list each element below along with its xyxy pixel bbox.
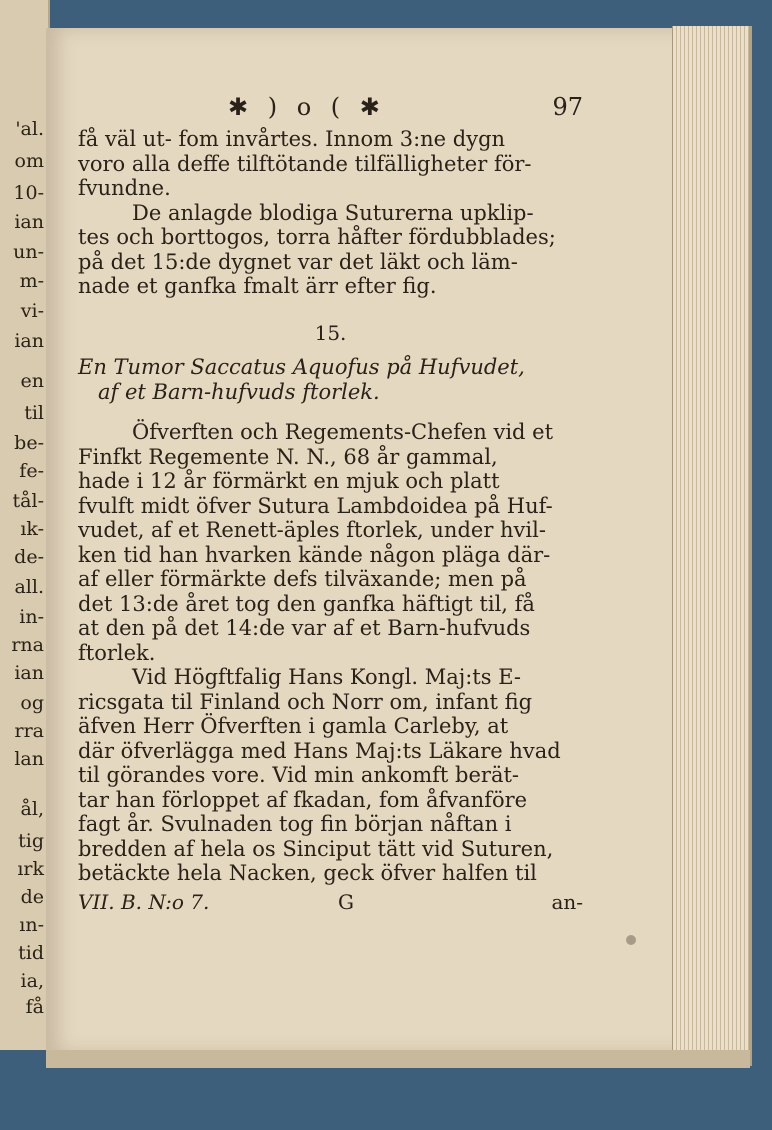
page-text [78,95,583,916]
page-bottom-edge [46,1050,750,1068]
left-page-text-fragment: ian [14,211,44,233]
signature-mark: G [338,889,354,914]
left-page-text-fragment: ian [14,662,44,684]
text-line: få väl ut- fom invårtes. Innom 3:ne dygn [78,127,506,151]
section-title-line: En Tumor Saccatus Aquofus på Hufvudet, [78,355,525,379]
text-line: tes och borttogos, torra håfter fördubblades; [78,225,556,249]
left-page-text-fragment: ian [14,330,44,352]
text-line: på det 15:de dygnet var det läkt och läm- [78,249,518,274]
paragraph [78,201,583,299]
text-line: bredden af hela os Sinciput tätt vid Suturen, [78,836,554,861]
text-line: betäckte hela Nacken, geck öfver halfen til [78,861,537,885]
left-page-text-fragment: de- [14,546,44,568]
left-page-text-fragment: ål, [20,798,44,820]
text-line: vudet, af et Renett-äples ftorlek, under hvil- [78,518,546,542]
left-page-text-fragment: de [20,886,44,908]
left-page-text-fragment: tig [18,830,44,852]
text-line: ftorlek. [78,640,156,665]
left-page-text-fragment: tid [18,942,44,964]
left-page-text-fragment: rna [11,634,44,656]
left-page-fragment [0,0,50,1050]
left-page-text-fragment: vi- [20,300,44,322]
header-ornament: ✱ ) o ( ✱ [228,93,386,121]
text-line: hade i 12 år förmärkt en mjuk och platt [78,469,500,493]
paragraph [78,127,583,201]
left-page-text-fragment: ın- [19,914,44,936]
left-page-text-fragment: be- [14,432,44,454]
text-line: tar han förloppet af fkadan, fom åfvanföre [78,787,528,812]
catchword: an- [551,889,583,914]
text-line: fvulft midt öfver Sutura Lambdoidea på Huf- [78,493,553,518]
text-line: ricsgata til Finland och Norr om, infant fig [78,689,533,714]
opening-paragraphs [78,127,583,299]
left-page-text-fragment: ia, [20,970,44,992]
body-paragraphs [78,420,583,886]
left-page-text-fragment: un- [13,241,44,263]
paragraph [78,420,583,665]
text-line: Finfkt Regemente N. N., 68 år gammal, [78,444,498,469]
page-header [78,95,583,127]
text-line: De anlagde blodiga Suturerna upklip- [132,200,534,225]
section-title-line: af et Barn-hufvuds ftorlek. [98,379,380,404]
left-page-text-fragment: rra [14,720,44,742]
text-line: det 13:de året tog den ganfka häftigt til, få [78,591,535,616]
left-page-text-fragment: få [25,996,44,1018]
left-page-text-fragment: m- [19,270,44,292]
left-page-text-fragment: til [24,402,44,424]
text-line: Öfverften och Regements-Chefen vid et [132,420,554,444]
left-page-text-fragment: og [20,692,44,714]
text-line: ken tid han hvarken kände någon pläga där- [78,542,551,567]
left-page-text-fragment: ık- [20,518,44,540]
text-line: Vid Högftfalig Hans Kongl. Maj:ts E- [132,665,522,689]
page-number: 97 [552,93,583,121]
page-edges [672,26,752,1066]
text-line: äfven Herr Öfverften i gamla Carleby, at [78,714,509,738]
signature: VII. B. N:o 7. [78,889,210,914]
page-footer [78,890,583,916]
text-line: af eller förmärkte defs tilväxande; men på [78,567,527,591]
left-page-text-fragment: om [14,150,44,172]
left-page-text-fragment: lan [14,748,44,770]
left-page-text-fragment: 'al. [15,118,44,140]
paragraph [78,665,583,886]
left-page-text-fragment: all. [14,576,44,598]
text-line: at den på det 14:de var af et Barn-hufvuds [78,616,531,640]
section-title [78,355,583,404]
left-page-text-fragment: in- [19,606,44,628]
left-page-text-fragment: en [20,370,44,392]
left-page-text-fragment: ırk [17,858,44,880]
text-line: fagt år. Svulnaden tog fin början nåftan i [78,812,512,836]
text-line: til görandes vore. Vid min ankomft berät- [78,763,519,787]
left-page-text-fragment: 10- [13,182,44,204]
text-line: voro alla deffe tilftötande tilfälligheter för- [78,151,532,176]
paper-spot [626,935,636,945]
left-page-text-fragment: fe- [19,460,44,482]
text-line: där öfverlägga med Hans Maj:ts Läkare hvad [78,738,561,763]
text-line: fvundne. [78,176,171,200]
text-line: nade et ganfka fmalt ärr efter fig. [78,274,437,298]
left-page-text-fragment: tål- [12,490,44,512]
section-number: 15. [314,320,347,345]
